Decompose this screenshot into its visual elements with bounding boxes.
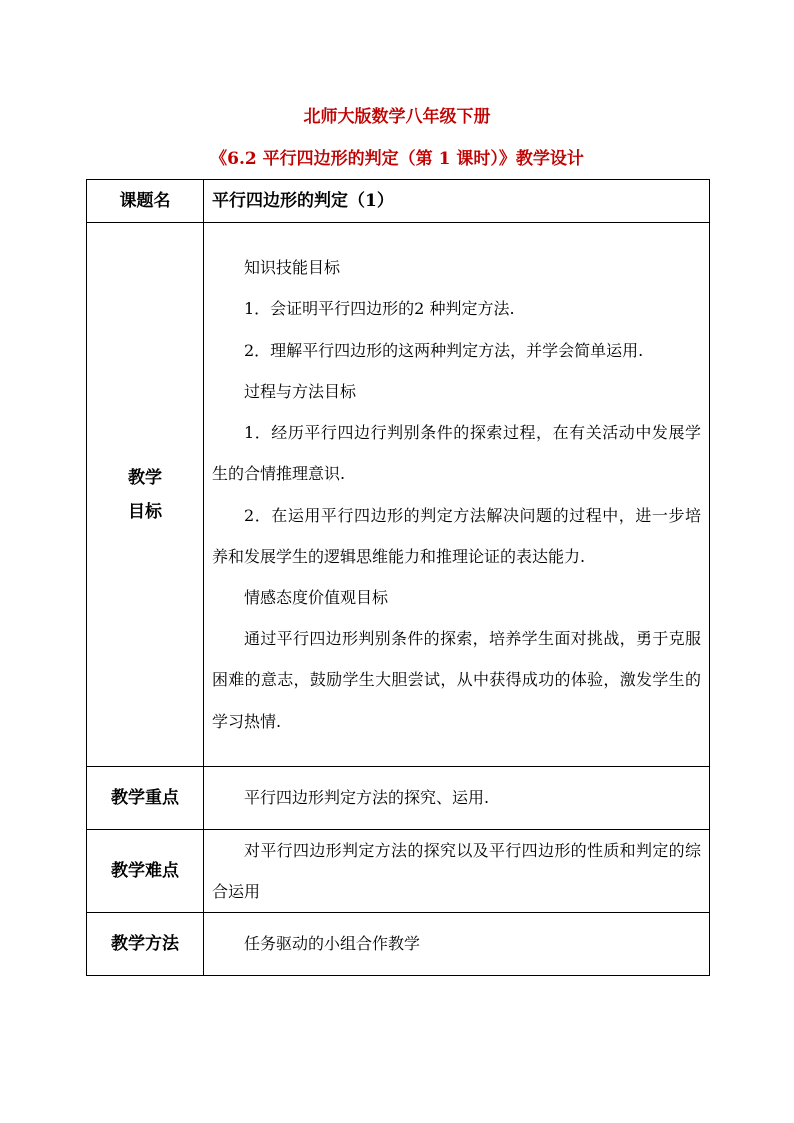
table-row-method (87, 913, 710, 976)
difficulty-label: 教学难点 (111, 861, 179, 881)
goals-label-line2: 目标 (128, 501, 162, 522)
method-value: 任务驱动的小组合作教学 (244, 934, 421, 953)
lesson-plan-table (86, 179, 710, 976)
difficulty-value-cell (204, 830, 710, 913)
focus-value: 平行四边形判定方法的探究、运用. (244, 788, 490, 807)
topic-label-cell (87, 180, 204, 223)
topic-value-cell (204, 180, 710, 223)
method-value-cell (204, 913, 710, 976)
goals-paragraph: 通过平行四边形判别条件的探索，培养学生面对挑战，勇于克服困难的意志，鼓励学生大胆尝试，从中获得成功的体验，激发学生的学习热情. (212, 629, 701, 731)
goals-heading-process: 过程与方法目标 (244, 381, 357, 401)
document-subtitle: 北师大版数学八年级下册 (303, 107, 491, 127)
difficulty-label-cell (87, 830, 204, 913)
focus-label-cell (87, 767, 204, 830)
goals-paragraph: 1．经历平行四边行判别条件的探索过程，在有关活动中发展学生的合情推理意识. (212, 423, 701, 484)
focus-label: 教学重点 (111, 788, 179, 808)
table-row-difficulty (87, 830, 710, 913)
table-row-topic (87, 180, 710, 223)
table-row-focus (87, 767, 710, 830)
goals-paragraph: 1．会证明平行四边形的2 种判定方法. (244, 299, 515, 319)
method-label-cell (87, 913, 204, 976)
difficulty-value: 对平行四边形判定方法的探究以及平行四边形的性质和判定的综合运用 (212, 841, 701, 901)
goals-paragraph: 2．理解平行四边形的这两种判定方法，并学会简单运用. (244, 340, 644, 360)
topic-value: 平行四边形的判定（1） (212, 191, 394, 211)
topic-label: 课题名 (119, 191, 171, 211)
goals-paragraph: 2．在运用平行四边形的判定方法解决问题的过程中，进一步培养和发展学生的逻辑思维能力和推理论证的表达能力. (212, 505, 701, 566)
goals-content-cell (204, 223, 710, 767)
goals-label-cell (87, 223, 204, 767)
goals-heading-knowledge: 知识技能目标 (244, 258, 341, 278)
table-row-goals (87, 223, 710, 767)
goals-label-line1: 教学 (128, 467, 162, 488)
document-title: 《6.2 平行四边形的判定（第 1 课时）》教学设计 (210, 149, 584, 169)
focus-value-cell (204, 767, 710, 830)
goals-heading-attitude: 情感态度价值观目标 (244, 587, 389, 607)
method-label: 教学方法 (111, 934, 179, 954)
